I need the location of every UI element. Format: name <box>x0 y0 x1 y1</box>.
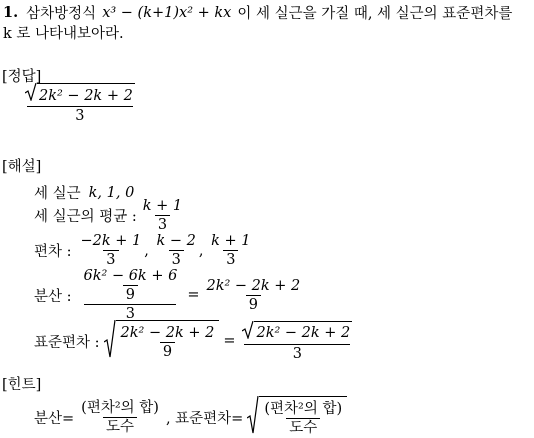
radical-sign-icon <box>242 321 254 343</box>
solution-mean: 세 실근의 평균 : $\frac{k + 1}{3}$ <box>34 198 183 233</box>
solution-roots: 세 실근 k, 1, 0 <box>34 184 135 202</box>
radical-sign-icon <box>104 320 116 362</box>
std-radical: $\frac{\text{2k² − 2k + 2}}{9}$ <box>104 320 220 362</box>
hint-formulas: 분산= $\frac{\text{(편차²의 합)}}{\text{도수}}$ , 표준편차= $\frac{\text{(편차²의 합)}}{\text{도수}}$ <box>34 396 347 438</box>
problem-line-1 <box>3 2 512 23</box>
hint-radical: $\frac{\text{(편차²의 합)}}{\text{도수}}$ <box>247 396 347 438</box>
problem-equation: x³ − (k+1)x² + kx <box>102 4 232 21</box>
solution-variance: 분산 : $\frac{\frac{\text{6k² − 6k + 6}}{9}}{3}$ = $\frac{\text{2k² − 2k + 2}}{9}$ <box>34 268 301 322</box>
problem-number: 1. <box>3 4 19 21</box>
problem-line-2: k 로 나타내보아라. <box>3 26 124 42</box>
answer-radical: 2k² − 2k + 2 <box>25 83 135 105</box>
solution-label: [해설] <box>2 159 42 175</box>
problem-text: 삼차방정식 <box>26 6 97 22</box>
answer-label: [정답] <box>2 69 42 85</box>
solution-deviations: 편차 : $\frac{-2k + 1}{3}$ , $\frac{k - 2}{3}$ , $\frac{k + 1}{3}$ <box>34 233 251 268</box>
radical-sign-icon <box>25 83 37 105</box>
radical-sign-icon <box>247 396 259 438</box>
problem-text-rest: 이 세 실근을 가질 때, 세 실근의 표준편차를 <box>237 6 513 22</box>
hint-label: [힌트] <box>2 377 42 393</box>
answer-fraction: $\frac{\text{2k² − 2k + 2}}{3}$ <box>22 83 138 124</box>
solution-std: 표준편차 : $\frac{\text{2k² − 2k + 2}}{9}$ = $\frac{\text{2k² − 2k + 2}}{3}$ <box>34 320 355 362</box>
